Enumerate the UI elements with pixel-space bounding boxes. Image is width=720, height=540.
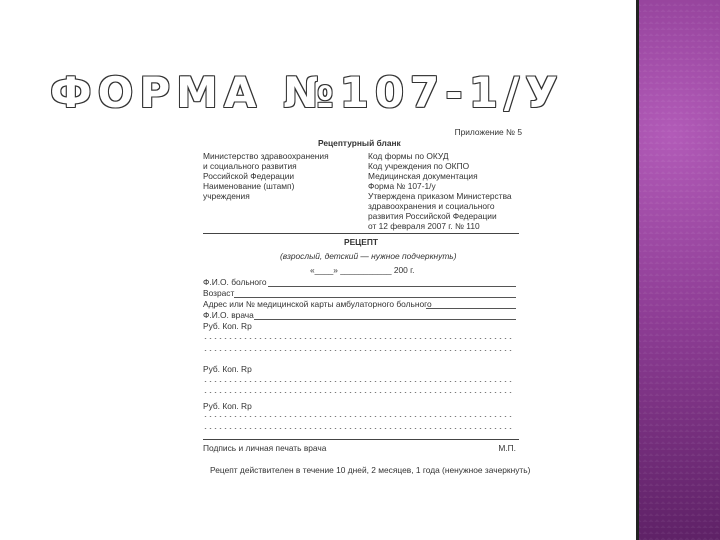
dotted-line [203,350,513,351]
field-patient-name-label: Ф.И.О. больного [203,277,267,287]
right-header-line: Утверждена приказом Министерства [368,191,512,201]
rp-label: Руб. Коп. Rp [203,401,252,411]
dotted-line [203,428,513,429]
stamp-place-label: М.П. [498,443,516,453]
left-header-line: и социального развития [203,161,297,171]
slide-title: ФОРМА №107-1/У [50,68,564,117]
recipe-subtitle: (взрослый, детский — нужное подчеркнуть) [280,251,457,261]
dotted-line [203,416,513,417]
date-line: «____» ___________ 200 г. [310,265,415,275]
form-title: Рецептурный бланк [318,138,401,148]
field-doctor-label: Ф.И.О. врача [203,310,254,320]
left-header-line: Наименование (штамп) [203,181,295,191]
right-header-line: здравоохранения и социального [368,201,495,211]
field-age-label: Возраст [203,288,235,298]
header-divider [203,233,519,234]
right-header-line: Код учреждения по ОКПО [368,161,470,171]
right-header-line: от 12 февраля 2007 г. № 110 [368,221,480,231]
left-header-line: учреждения [203,191,250,201]
right-header-line: Код формы по ОКУД [368,151,449,161]
validity-note: Рецепт действителен в течение 10 дней, 2 месяцев, 1 года (ненужное зачеркнуть) [210,465,531,475]
left-header-line: Министерство здравоохранения [203,151,329,161]
right-header [368,151,512,231]
field-address-label: Адрес или № медицинской карты амбулаторного больного [203,299,432,309]
dotted-line [203,338,513,339]
appendix-label: Приложение № 5 [454,127,522,137]
prescription-form [200,124,531,484]
signature-label: Подпись и личная печать врача [203,443,327,453]
right-header-line: Медицинская документация [368,171,478,181]
left-header [203,151,329,201]
field-address-line [426,308,516,309]
rp-label: Руб. Коп. Rp [203,321,252,331]
dotted-line [203,392,513,393]
left-header-line: Российской Федерации [203,171,295,181]
rp-label: Руб. Коп. Rp [203,364,252,374]
field-age-line [234,297,516,298]
signature-divider [203,439,519,440]
dotted-line [203,381,513,382]
field-patient-name-line [268,286,516,287]
field-doctor-line [254,319,516,320]
right-header-line: развития Российской Федерации [368,211,497,221]
decorative-purple-band [639,0,720,540]
right-header-line: Форма № 107-1/у [368,181,436,191]
recipe-heading: РЕЦЕПТ [344,237,379,247]
